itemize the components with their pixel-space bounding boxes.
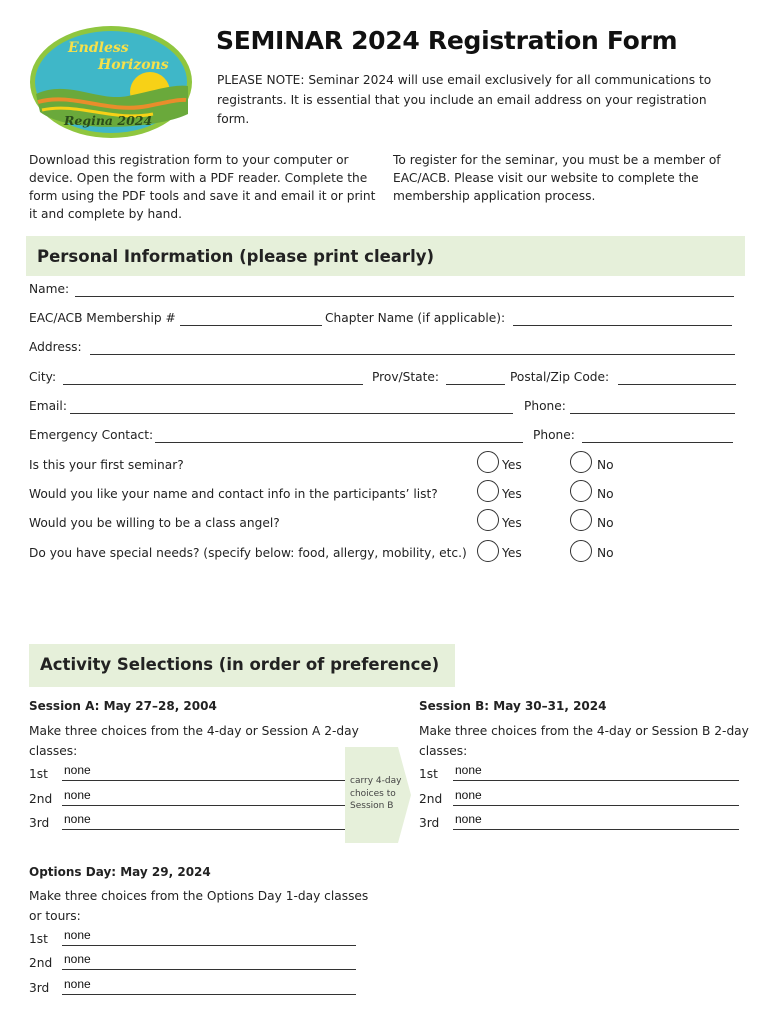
session-a-2nd-value[interactable]: none	[64, 788, 91, 802]
logo-text-horizons: Horizons	[98, 57, 169, 73]
carry-choices-note: carry 4-day choices to Session B	[350, 776, 402, 811]
personal-info-heading: Personal Information (please print clearly)	[37, 247, 435, 266]
name-label: Name:	[29, 282, 70, 296]
session-b-2nd-field[interactable]	[453, 805, 739, 806]
logo-text-regina: Regina 2024	[64, 113, 153, 128]
question-first-seminar: Is this your first seminar?	[29, 458, 184, 472]
prov-label: Prov/State:	[372, 370, 440, 384]
session-b-1st-value[interactable]: none	[455, 763, 482, 777]
session-a-1st-label: 1st	[29, 767, 48, 781]
emergency-phone-label: Phone:	[533, 428, 575, 442]
participants-list-no-label: No	[597, 487, 614, 501]
options-day-2nd-value[interactable]: none	[64, 952, 91, 966]
postal-field[interactable]	[618, 384, 736, 385]
first-seminar-no-label: No	[597, 458, 614, 472]
session-b-1st-field[interactable]	[453, 780, 739, 781]
activity-heading: Activity Selections (in order of preference)	[40, 655, 440, 674]
class-angel-no-label: No	[597, 516, 614, 530]
postal-label: Postal/Zip Code:	[510, 370, 610, 384]
special-needs-yes-label: Yes	[502, 546, 522, 560]
class-angel-yes-label: Yes	[502, 516, 522, 530]
session-a-3rd-field[interactable]	[62, 829, 346, 830]
class-angel-no-radio[interactable]	[570, 509, 592, 531]
chapter-label: Chapter Name (if applicable):	[325, 311, 506, 325]
session-a-2nd-label: 2nd	[29, 792, 53, 806]
special-needs-yes-radio[interactable]	[477, 540, 499, 562]
session-b-1st-label: 1st	[419, 767, 438, 781]
membership-field[interactable]	[180, 325, 322, 326]
session-a-3rd-value[interactable]: none	[64, 812, 91, 826]
special-needs-no-radio[interactable]	[570, 540, 592, 562]
email-field[interactable]	[70, 413, 513, 414]
session-a-1st-field[interactable]	[62, 780, 346, 781]
city-field[interactable]	[63, 384, 363, 385]
chapter-field[interactable]	[513, 325, 732, 326]
city-label: City:	[29, 370, 57, 384]
prov-field[interactable]	[446, 384, 505, 385]
page-title: SEMINAR 2024 Registration Form	[216, 26, 678, 55]
options-day-1st-value[interactable]: none	[64, 928, 91, 942]
question-participants-list: Would you like your name and contact info in the participants’ list?	[29, 487, 438, 501]
participants-list-no-radio[interactable]	[570, 480, 592, 502]
session-a-instructions: Make three choices from the 4-day or Session A 2-day classes:	[29, 724, 359, 758]
address-label: Address:	[29, 340, 82, 354]
question-class-angel: Would you be willing to be a class angel?	[29, 516, 280, 530]
membership-instructions: To register for the seminar, you must be a member of EAC/ACB. Please visit our website to complete the membership application process.	[393, 153, 721, 203]
emergency-phone-field[interactable]	[582, 442, 733, 443]
session-a-title: Session A: May 27–28, 2004	[29, 699, 217, 713]
options-day-3rd-label: 3rd	[29, 981, 50, 995]
first-seminar-yes-radio[interactable]	[477, 451, 499, 473]
options-day-title: Options Day: May 29, 2024	[29, 865, 211, 879]
membership-label: EAC/ACB Membership #	[29, 311, 176, 325]
session-b-instructions: Make three choices from the 4-day or Session B 2-day classes:	[419, 724, 749, 758]
address-field[interactable]	[90, 354, 735, 355]
emergency-contact-field[interactable]	[155, 442, 523, 443]
options-day-3rd-field[interactable]	[62, 994, 356, 995]
first-seminar-yes-label: Yes	[502, 458, 522, 472]
session-b-3rd-label: 3rd	[419, 816, 440, 830]
session-b-title: Session B: May 30–31, 2024	[419, 699, 607, 713]
session-b-2nd-label: 2nd	[419, 792, 443, 806]
session-b-3rd-value[interactable]: none	[455, 812, 482, 826]
first-seminar-no-radio[interactable]	[570, 451, 592, 473]
logo-text-endless: Endless	[68, 40, 129, 56]
session-b-3rd-field[interactable]	[453, 829, 739, 830]
emergency-contact-label: Emergency Contact:	[29, 428, 154, 442]
phone-label: Phone:	[524, 399, 566, 413]
options-day-3rd-value[interactable]: none	[64, 977, 91, 991]
email-note: PLEASE NOTE: Seminar 2024 will use email exclusively for all communications to registrants. It is essential that you include an email address on your registration form.	[217, 73, 712, 126]
options-day-2nd-field[interactable]	[62, 969, 356, 970]
session-a-3rd-label: 3rd	[29, 816, 50, 830]
participants-list-yes-label: Yes	[502, 487, 522, 501]
name-field[interactable]	[75, 296, 734, 297]
phone-field[interactable]	[570, 413, 735, 414]
special-needs-no-label: No	[597, 546, 614, 560]
email-label: Email:	[29, 399, 67, 413]
class-angel-yes-radio[interactable]	[477, 509, 499, 531]
options-day-1st-field[interactable]	[62, 945, 356, 946]
session-a-1st-value[interactable]: none	[64, 763, 91, 777]
options-day-1st-label: 1st	[29, 932, 48, 946]
question-special-needs: Do you have special needs? (specify below: food, allergy, mobility, etc.)	[29, 546, 467, 560]
options-day-instructions: Make three choices from the Options Day 1-day classes or tours:	[29, 889, 369, 923]
download-instructions: Download this registration form to your computer or device. Open the form with a PDF reader. Complete the form using the PDF tools and save it and email it or print it and complete by hand.	[29, 153, 376, 221]
options-day-2nd-label: 2nd	[29, 956, 53, 970]
session-b-2nd-value[interactable]: none	[455, 788, 482, 802]
endless-horizons-logo	[28, 24, 194, 140]
participants-list-yes-radio[interactable]	[477, 480, 499, 502]
session-a-2nd-field[interactable]	[62, 805, 346, 806]
